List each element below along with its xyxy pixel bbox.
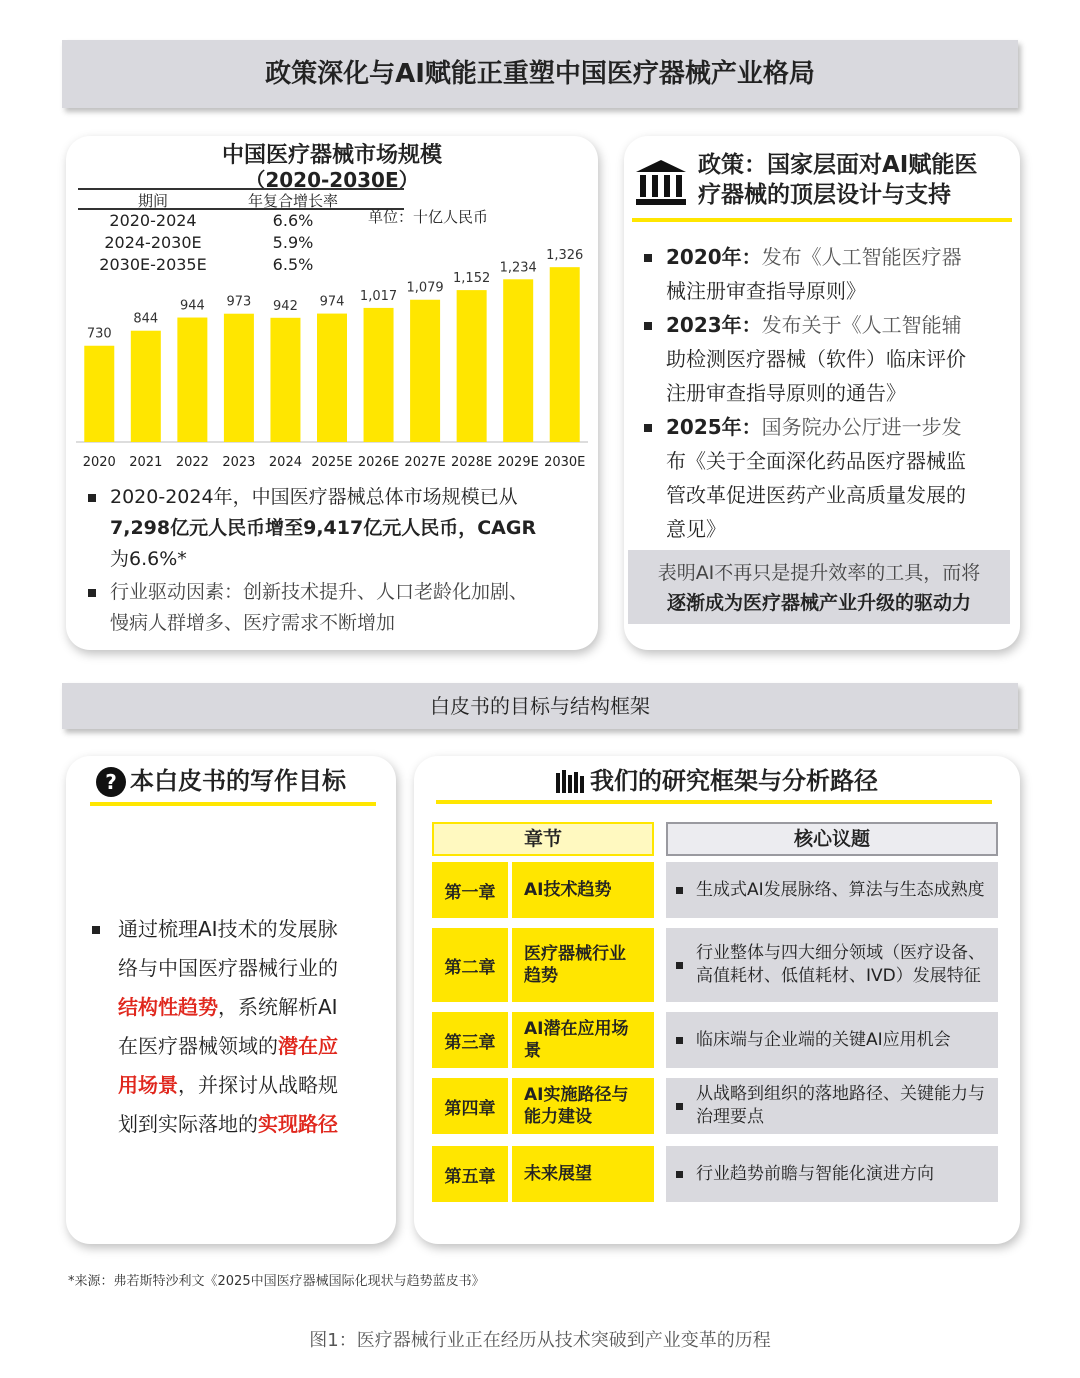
market-bullet-1: [88, 482, 588, 575]
cagr-header-period: 期间: [137, 192, 168, 210]
x-tick-label: 2028E: [450, 455, 493, 470]
chart-bar: [410, 300, 440, 442]
bar-value-label: 1,326: [546, 248, 584, 264]
bar-value-label: 1,234: [499, 260, 537, 276]
policy-text: 发布《人工智能医疗器: [761, 245, 962, 269]
policy-item: [644, 308, 1010, 410]
chart-unit-label: 单位：十亿人民币: [368, 208, 489, 226]
chart-title-line1: 中国医疗器械市场规模: [221, 143, 442, 168]
policy-year: 2023年：: [666, 313, 762, 337]
goal-highlight: 潜在应: [278, 1034, 338, 1058]
goal-title: 本白皮书的写作目标: [130, 767, 346, 795]
policy-year: 2020年：: [666, 245, 762, 269]
table-header-core: 核心议题: [666, 822, 998, 856]
chart-bar: [550, 267, 580, 442]
goal-line: [118, 1066, 384, 1105]
goal-title-underline: [90, 802, 376, 806]
policy-card: [624, 136, 1020, 650]
chapter-name: 未来展望: [512, 1146, 654, 1202]
x-tick-label: 2022: [175, 455, 209, 470]
policy-title-line: 政策：国家层面对AI赋能医: [698, 152, 978, 178]
main-title-banner: [62, 40, 1018, 108]
policy-note-line: 表明AI不再只是提升效率的工具，而将: [657, 562, 981, 584]
x-tick-label: 2024: [268, 455, 303, 470]
goal-text-span: 划到实际落地的: [118, 1112, 258, 1136]
chapter-number: 第二章: [432, 928, 508, 1002]
x-tick-label: 2026E: [357, 455, 400, 470]
chapter-name: AI实施路径与能力建设: [512, 1078, 654, 1134]
source-note: *来源：弗若斯特沙利文《2025中国医疗器械国际化现状与趋势蓝皮书》: [68, 1274, 485, 1289]
policy-item: [644, 240, 1010, 308]
section-title: 白皮书的目标与结构框架: [430, 694, 650, 718]
framework-title-underline: [436, 800, 992, 804]
bar-value-label: 1,152: [453, 271, 491, 287]
policy-year: 2025年：: [666, 415, 762, 439]
market-size-card: [66, 136, 598, 650]
section-banner: [62, 683, 1018, 729]
goal-bullet: [92, 910, 384, 1144]
goal-line: [118, 1105, 384, 1144]
bar-value-label: 730: [86, 326, 112, 342]
framework-title: 我们的研究框架与分析路径: [590, 767, 878, 795]
chapter-name: AI潜在应用场景: [512, 1012, 654, 1068]
cagr-value: 5.9%: [272, 233, 314, 252]
policy-note: [628, 550, 1010, 624]
chart-bar: [177, 318, 207, 442]
policy-text: 注册审查指导原则的通告》: [666, 381, 906, 405]
framework-header: [414, 764, 1020, 798]
chapter-name: AI技术趋势: [512, 862, 654, 918]
goal-line: [118, 988, 384, 1027]
bar-value-label: 1,079: [406, 280, 444, 296]
goal-line: [118, 1027, 384, 1066]
x-tick-label: 2027E: [404, 455, 446, 470]
cagr-header-row: [78, 188, 404, 210]
market-bullet-2-line: 行业驱动因素：创新技术提升、人口老龄化加剧、: [110, 581, 529, 603]
goal-highlight: 实现路径: [258, 1112, 338, 1136]
policy-text: 助检测医疗器械（软件）临床评价: [666, 347, 966, 371]
chart-bar: [503, 279, 533, 442]
cagr-header-rate: 年复合增长率: [247, 192, 338, 210]
market-bullet-1-line: 为6.6%*: [110, 548, 187, 570]
market-bullet-1-line: 2020-2024年，中国医疗器械总体市场规模已从: [110, 486, 518, 508]
cagr-period: 2020-2024: [109, 211, 197, 230]
policy-item: [644, 410, 1010, 546]
policy-title: [698, 150, 1018, 210]
market-bullet-1-line: 7,298亿元人民币增至9,417亿元人民币，CAGR: [110, 517, 537, 539]
x-tick-label: 2029E: [497, 455, 539, 470]
chapter-number: 第三章: [432, 1012, 508, 1068]
policy-text: 发布关于《人工智能辅: [761, 313, 962, 337]
chart-title-line2: （2020-2030E）: [245, 168, 419, 192]
policy-title-line: 疗器械的顶层设计与支持: [698, 182, 951, 208]
policy-text: 布《关于全面深化药品医疗器械监: [666, 449, 966, 473]
goal-line: [118, 949, 384, 988]
bar-value-label: 844: [133, 311, 159, 327]
market-bullet-2: [88, 577, 588, 639]
policy-note-line: 逐渐成为医疗器械产业升级的驱动力: [666, 592, 971, 614]
bar-value-label: 1,017: [359, 288, 398, 304]
goal-text-span: 通过梳理AI技术的发展脉: [118, 917, 338, 941]
chapter-number: 第五章: [432, 1146, 508, 1202]
market-bar-chart: [66, 236, 598, 476]
policy-title-underline: [632, 218, 1012, 222]
table-header-chapter: 章节: [432, 822, 654, 856]
framework-card: [414, 756, 1020, 1244]
bar-value-label: 973: [226, 294, 252, 310]
policy-header: [634, 150, 1010, 222]
cagr-period: 2024-2030E: [104, 233, 202, 252]
chapter-name: 医疗器械行业趋势: [512, 928, 654, 1002]
policy-text: 械注册审查指导原则》: [666, 279, 866, 303]
cagr-period: 2030E-2035E: [99, 255, 207, 274]
x-tick-label: 2030E: [544, 455, 586, 470]
market-bullet-2-line: 慢病人群增多、医疗需求不断增加: [110, 612, 396, 634]
chapter-core-topic: 从战略到组织的落地路径、关键能力与治理要点: [666, 1078, 998, 1134]
policy-text: 意见》: [666, 517, 726, 541]
goal-card: [66, 756, 396, 1244]
books-icon: [556, 770, 584, 794]
question-icon: ?: [96, 767, 126, 797]
cagr-value: 6.6%: [272, 211, 314, 230]
goal-text-span: 络与中国医疗器械行业的: [118, 956, 338, 980]
bar-value-label: 944: [179, 298, 205, 314]
x-tick-label: 2025E: [311, 455, 353, 470]
chapter-number: 第四章: [432, 1078, 508, 1134]
main-title: 政策深化与AI赋能正重塑中国医疗器械产业格局: [265, 59, 815, 89]
goal-highlight: 结构性趋势: [118, 995, 218, 1019]
chart-bar: [84, 346, 114, 442]
bar-value-label: 942: [273, 298, 298, 314]
goal-line: [118, 910, 384, 949]
chapter-core-topic: 生成式AI发展脉络、算法与生态成熟度: [666, 862, 998, 918]
market-bullets: [88, 482, 588, 639]
chapter-core-topic: 行业整体与四大细分领域（医疗设备、高值耗材、低值耗材、IVD）发展特征: [666, 928, 998, 1002]
chapter-number: 第一章: [432, 862, 508, 918]
goal-highlight: 用场景: [118, 1073, 178, 1097]
chart-bar: [457, 290, 487, 442]
cagr-value: 6.5%: [272, 255, 314, 274]
goal-text-span: ，并探讨从战略规: [178, 1073, 338, 1097]
goal-text: [92, 910, 384, 1144]
x-tick-label: 2023: [222, 455, 256, 470]
x-tick-label: 2021: [129, 455, 163, 470]
bar-value-label: 974: [319, 294, 345, 310]
x-tick-label: 2020: [82, 455, 116, 470]
policy-text: 管改革促进医药产业高质量发展的: [666, 483, 966, 507]
policy-text: 国务院办公厅进一步发: [761, 415, 962, 439]
goal-text-span: ，系统解析AI: [218, 995, 338, 1019]
chart-bar: [317, 314, 347, 442]
chart-bar: [364, 308, 394, 442]
policy-list: [644, 240, 1010, 546]
chapter-core-topic: 临床端与企业端的关键AI应用机会: [666, 1012, 998, 1068]
chart-bar: [131, 331, 161, 442]
table-row: [78, 210, 404, 232]
figure-caption: 图1：医疗器械行业正在经历从技术突破到产业变革的历程: [309, 1330, 771, 1351]
chart-bar: [224, 314, 254, 442]
bank-icon: [634, 158, 688, 206]
chapter-core-topic: 行业趋势前瞻与智能化演进方向: [666, 1146, 998, 1202]
chart-bar: [270, 318, 300, 442]
goal-header: [96, 764, 346, 798]
goal-text-span: 在医疗器械领域的: [118, 1034, 278, 1058]
